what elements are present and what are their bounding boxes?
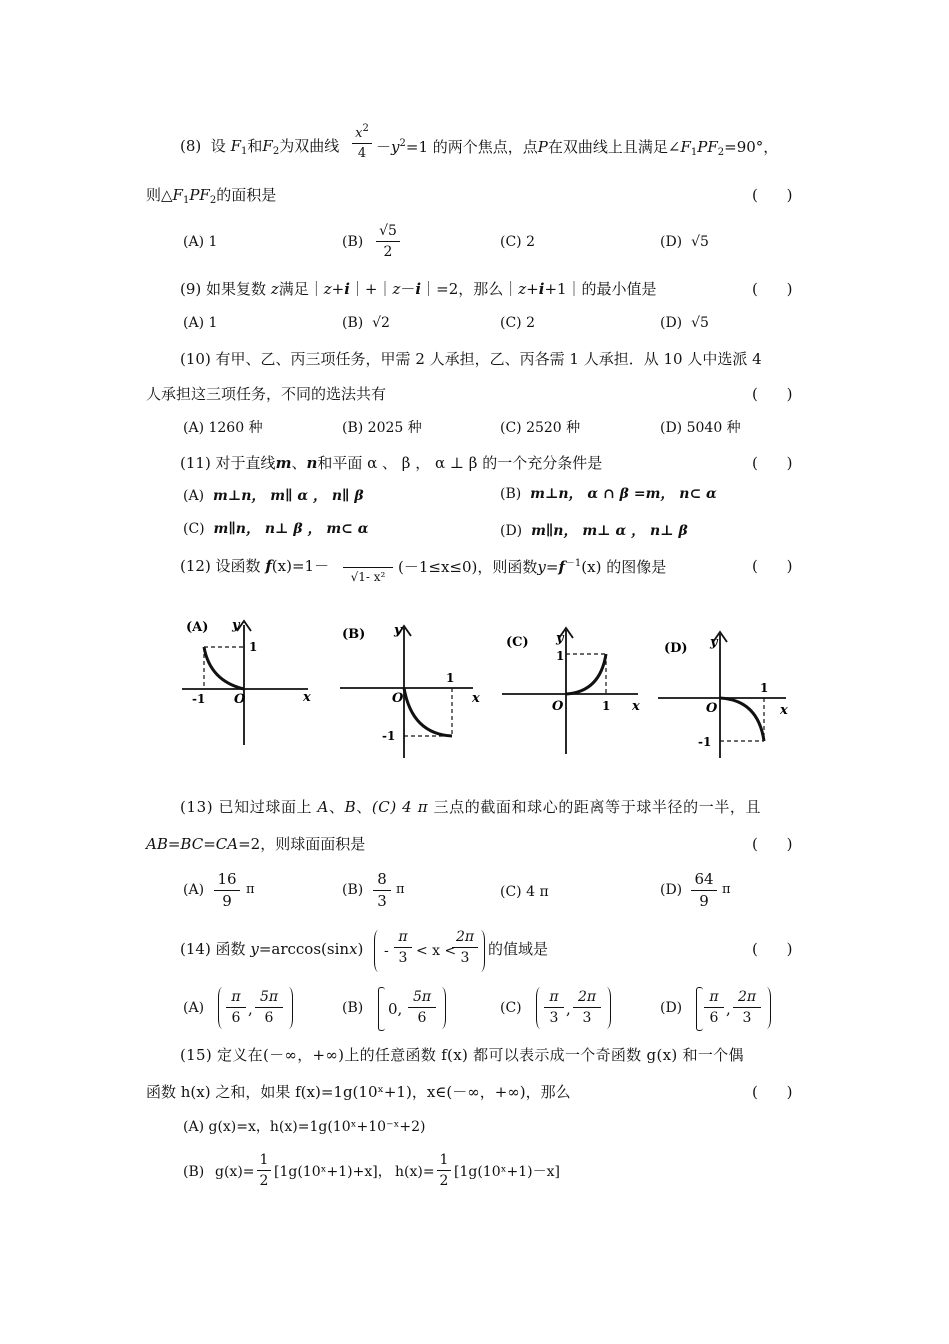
- q14-a-frac2: 5π 6: [255, 990, 283, 1025]
- q8-line1-rest: $-y^2=1$ 的两个焦点，点P在双曲线上且满足$\angle F_1PF_2=90^\circ$，: [376, 138, 779, 158]
- q13-option-a-pi: π: [246, 882, 255, 897]
- q14-b-paren-right: [437, 987, 446, 1029]
- q14-a-comma: ,: [248, 1000, 253, 1018]
- q11-option-c: (C) m∥n， n⊥ β ， m⊂ α: [183, 521, 369, 537]
- graph-b-curve: [404, 688, 452, 736]
- q14-cond-frac2: 2π 3: [452, 930, 478, 965]
- q12-answer-paren: ( ): [752, 557, 805, 575]
- q15-option-b-label: (B): [183, 1164, 205, 1180]
- graph-a-y-label: y: [232, 618, 240, 633]
- q14-option-b-label: (B): [342, 1000, 364, 1016]
- q13-stem-line2: AB=BC=CA=2，则球面面积是: [146, 835, 366, 853]
- q13-option-d-pi: π: [722, 882, 731, 897]
- q10-answer-paren: ( ): [752, 385, 805, 403]
- q9-option-c: (C) 2: [500, 315, 535, 331]
- graph-d-tick-neg1: -1: [698, 735, 712, 749]
- q12-stem-b: (－1≤x≤0)，则函数$y=f^{-1}(x)$ 的图像是: [398, 558, 667, 576]
- graph-d-x-label: x: [780, 703, 788, 718]
- q8-option-d: (D) √5: [660, 234, 709, 250]
- graph-b-tick-1: 1: [446, 671, 455, 685]
- q8-answer-paren: ( ): [752, 186, 805, 204]
- q14-cond-neg: -: [384, 943, 389, 959]
- q14-d-frac1: π 6: [704, 990, 724, 1025]
- q10-option-a: (A) 1260 种: [183, 420, 263, 436]
- graph-c-y-label: y: [556, 631, 564, 646]
- q9-answer-paren: ( ): [752, 280, 805, 298]
- q9-option-b: (B) √2: [342, 315, 390, 331]
- q8-option-b-label: (B): [342, 234, 364, 250]
- graph-d-y-label: y: [710, 635, 718, 650]
- q13-option-b-label: (B): [342, 882, 364, 898]
- q14-c-frac2: 2π 3: [573, 990, 601, 1025]
- q13-answer-paren: ( ): [752, 835, 805, 853]
- q14-option-d-label: (D): [660, 1000, 683, 1016]
- q9-option-d: (D) √5: [660, 315, 709, 331]
- q14-c-frac1: π 3: [544, 990, 564, 1025]
- q14-d-bracket-left: [696, 987, 703, 1031]
- q14-d-paren-right: [762, 987, 771, 1029]
- q14-a-paren-right: [284, 987, 293, 1029]
- q13-option-a-label: (A): [183, 882, 205, 898]
- q14-d-frac2: 2π 3: [733, 990, 761, 1025]
- graph-b-tick-neg1: -1: [382, 729, 396, 743]
- graph-a-label: (A): [186, 620, 209, 635]
- graph-a-tick-1: 1: [249, 640, 258, 654]
- q8-option-b-fraction: √5 2: [376, 224, 400, 259]
- graph-d: [656, 628, 806, 768]
- q8-option-a: (A) 1: [183, 234, 218, 250]
- graph-a-origin: O: [234, 692, 246, 707]
- graph-c: [500, 624, 650, 764]
- graph-b: [338, 618, 493, 768]
- q8-line1: (8) 设 $F_1$和$F_2$为双曲线: [180, 137, 340, 157]
- graph-c-x-label: x: [632, 699, 640, 714]
- q15-option-b-half2: 1 2: [437, 1153, 451, 1188]
- q10-option-b: (B) 2025 种: [342, 420, 422, 436]
- graph-c-tick-1: 1: [556, 649, 565, 663]
- q14-cond-paren-left: [374, 930, 383, 972]
- q14-cond-mid: < x <: [416, 943, 457, 959]
- q13-stem-line1: (13) 已知过球面上 A、B、(C) 4 π 三点的截面和球心的距离等于球半径的一半，且: [180, 798, 762, 816]
- q14-b-frac2: 5π 6: [408, 990, 436, 1025]
- q10-stem-line1: (10) 有甲、乙、丙三项任务，甲需 2 人承担，乙、丙各需 1 人承担．从 10 人中选派 4: [180, 350, 762, 368]
- q11-option-b: (B) m⊥n， α ∩ β =m， n⊂ α: [500, 486, 717, 502]
- q8-option-c: (C) 2: [500, 234, 535, 250]
- q15-option-b-g-expr: [1g(10ˣ+1)+x]，: [274, 1164, 392, 1180]
- q10-option-c: (C) 2520 种: [500, 420, 581, 436]
- q15-option-b-h: h(x)=: [395, 1164, 435, 1180]
- graph-c-curve: [566, 654, 606, 694]
- q15-option-b-half1: 1 2: [257, 1153, 271, 1188]
- q11-option-a: (A) m⊥n， m∥ α ， n∥ β: [183, 488, 364, 504]
- q14-c-paren-right: [602, 987, 611, 1029]
- graph-b-origin: O: [392, 691, 404, 706]
- q13-option-c: (C) 4 π: [500, 884, 549, 900]
- graph-d-tick-1: 1: [760, 681, 769, 695]
- q14-b-bracket-left: [378, 987, 385, 1031]
- q13-option-b-pi: π: [396, 882, 405, 897]
- graph-b-y-label: y: [394, 623, 402, 638]
- q14-stem-b: 的值域是: [488, 940, 549, 958]
- graph-d-origin: O: [706, 701, 718, 716]
- q13-option-d-label: (D): [660, 882, 683, 898]
- q15-stem-line2: 函数 h(x) 之和，如果 f(x)=1g(10ˣ+1)，x∈(－∞，+∞)，那么: [146, 1083, 571, 1101]
- q8-fraction: $x^2$ 4: [352, 124, 372, 160]
- graph-c-tick-1x: 1: [602, 699, 611, 713]
- q12-fraction: √1- x²: [343, 552, 393, 583]
- q14-b-zero: 0,: [388, 1000, 403, 1018]
- q14-cond-frac1: π 3: [394, 930, 412, 965]
- graph-a-curve: [204, 647, 244, 689]
- q14-option-a-label: (A): [183, 1000, 205, 1016]
- q14-cond-paren-right: [476, 930, 485, 972]
- q11-stem: (11) 对于直线m、n和平面 α 、 β ， α ⊥ β 的一个充分条件是: [180, 454, 603, 472]
- q8-line2: 则$\triangle F_1PF_2$的面积是: [146, 186, 277, 206]
- graph-a-x-label: x: [303, 690, 311, 705]
- q14-a-frac1: π 6: [226, 990, 246, 1025]
- q15-option-b-g: g(x)=: [215, 1164, 255, 1180]
- q15-answer-paren: ( ): [752, 1083, 805, 1101]
- q13-option-a-fraction: 16 9: [214, 872, 240, 909]
- q15-option-a: (A) g(x)=x，h(x)=1g(10ˣ+10⁻ˣ+2): [183, 1119, 426, 1135]
- graph-d-label: (D): [664, 641, 688, 656]
- q13-option-b-fraction: 8 3: [373, 872, 391, 909]
- q12-stem-a: (12) 设函数 f(x)=1－: [180, 557, 330, 575]
- graph-a: [180, 605, 330, 755]
- graph-a-tick-neg1: -1: [192, 692, 206, 706]
- graph-d-curve: [720, 698, 764, 741]
- q14-stem-a: (14) 函数 y=arccos(sinx): [180, 940, 364, 958]
- graph-c-origin: O: [552, 699, 564, 714]
- q11-answer-paren: ( ): [752, 454, 805, 472]
- q10-option-d: (D) 5040 种: [660, 420, 741, 436]
- q10-stem-line2: 人承担这三项任务，不同的选法共有: [146, 385, 387, 403]
- q14-d-comma: ,: [726, 1000, 731, 1018]
- q9-stem: (9) 如果复数 z满足｜z+i｜+｜z－i｜=2，那么｜z+i+1｜的最小值是: [180, 280, 657, 298]
- graph-b-label: (B): [342, 627, 366, 642]
- graph-c-label: (C): [506, 635, 529, 650]
- q13-option-d-fraction: 64 9: [691, 872, 717, 909]
- q14-option-c-label: (C): [500, 1000, 522, 1016]
- q9-option-a: (A) 1: [183, 315, 218, 331]
- q11-option-d: (D) m∥n， m⊥ α ， n⊥ β: [500, 523, 688, 539]
- graph-b-x-label: x: [472, 691, 480, 706]
- q14-answer-paren: ( ): [752, 940, 805, 958]
- q15-option-b-h-expr: [1g(10ˣ+1)－x]: [454, 1164, 560, 1180]
- q14-c-comma: ,: [566, 1000, 571, 1018]
- q15-stem-line1: (15) 定义在(－∞，+∞)上的任意函数 f(x) 都可以表示成一个奇函数 g(x) 和一个偶: [180, 1046, 744, 1064]
